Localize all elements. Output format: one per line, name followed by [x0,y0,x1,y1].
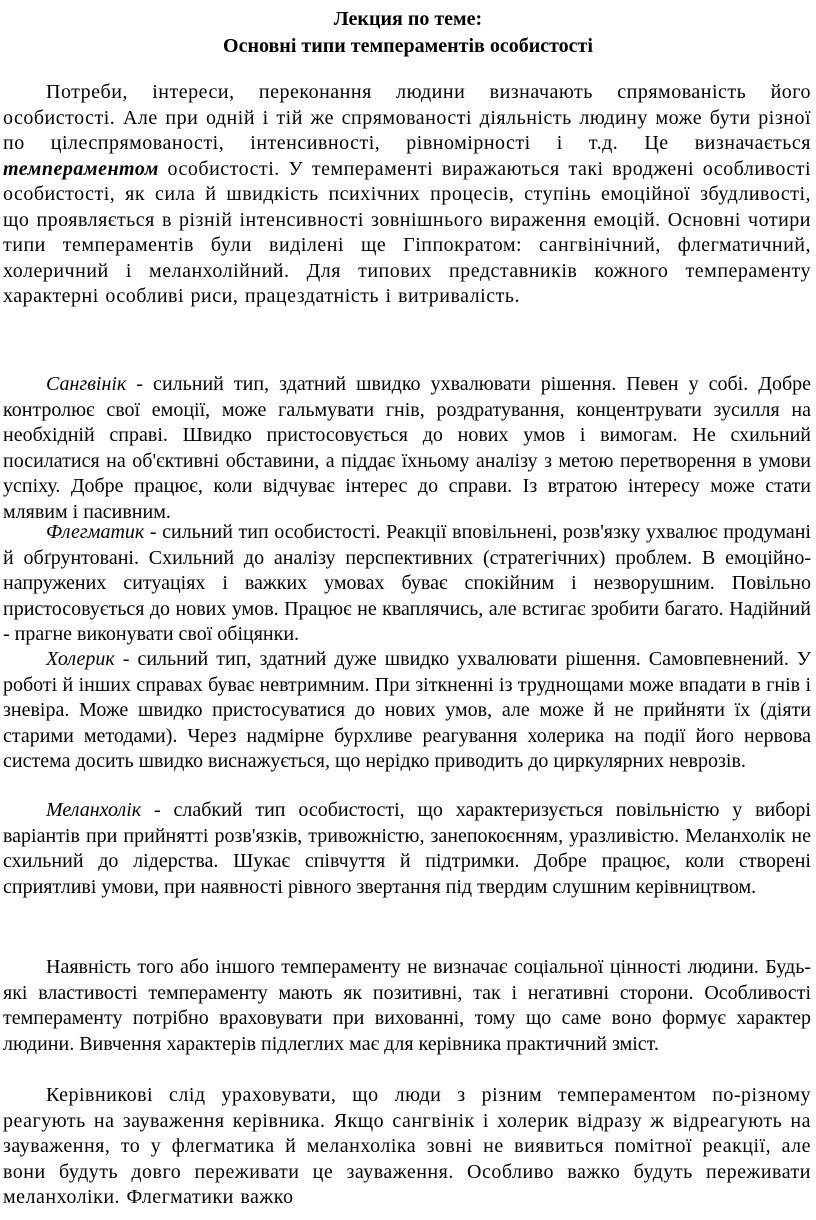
intro-text-end: особистості. У темпераменті виражаються такі вроджені особливості особистості, як сила й швидкість психічних процесів, ступінь емоційної збудливості, що проявляється в різній інтенсивності зовнішнього вираження емоцій. Основні чотири типи темпераментів були виділені ще Гіппократом: сангвінічний, флегматичний, холеричний і меланхолійний. Для типових представників кожного темпераменту характерні особливі риси, працездатність і витривалість. [3,157,811,307]
melancholic-term: Меланхолік [46,799,142,821]
choleric-description: - сильний тип, здатний дуже швидко ухвалювати рішення. Самовпевнений. У роботі й інших справах буває невтримним. При зіткненні із труднощами може впадати в гнів і зневіра. Може швидко пристосуватися до нових умов, але може й не прийняти їх (діяти старими методами). Через надмірне бурхливе реагування холерика на події його нервова система досить швидко виснажується, що нерідко приводить до циркулярних неврозів. [3,648,811,772]
choleric-paragraph [3,647,811,775]
page-title: Основні типи темпераментів особистості [223,35,593,57]
phlegmatic-paragraph [3,520,811,648]
choleric-term: Холерик [46,648,115,670]
melancholic-description: - слабкий тип особистості, що характеризується повільністю у виборі варіантів при прийнятті розв'язків, тривожністю, занепокоєнням, уразливістю. Меланхолік не схильний до лідерства. Шукає співчуття й підтримки. Добре працює, коли створені сприятливі умови, при наявності рівного звертання під твердим слушним керівництвом. [3,799,811,898]
sanguine-paragraph [3,372,811,525]
lecture-label: Лекция по теме: [333,8,483,30]
sanguine-description: - сильний тип, здатний швидко ухвалювати рішення. Певен у собі. Добре контролює свої емоції, може гальмувати гнів, роздратування, концентрувати зусилля на необхідній справі. Швидко пристосовується до нових умов і вимогам. Не схильний посилатися на об'єктивні обставини, а піддає їхньому аналізу з метою перетворення в умови успіху. Добре працює, коли відчуває інтерес до справи. Із втратою інтересу може стати млявим і пасивним. [3,373,811,523]
phlegmatic-description: - сильний тип особистості. Реакції вповільнені, розв'язку ухвалює продумані й обґрунтовані. Схильний до аналізу перспективних (стратегічних) проблем. В емоційно-напружених ситуаціях і важких умовах буває спокійним і незворушним. Повільно пристосовується до нових умов. Працює не кваплячись, але встигає зробити багато. Надійний - прагне виконувати свої обіцянки. [3,521,811,645]
temperament-term: темпераментом [3,157,159,180]
conclusion-paragraph: Наявність того або іншого темпераменту не визначає соціальної цінності людини. Будь-які властивості темпераменту мають як позитивні, так і негативні сторони. Особливості темпераменту потрібно враховувати при вихованні, тому що саме воно формує характер людини. Вивчення характерів підлеглих має для керівника практичний зміст. [3,956,811,1055]
intro-text-start: Потреби, інтереси, переконання людини визначають спрямованість його особистості. Але при одній і тій же спрямованості діяльність людину може бути різної по цілеспрямованості, інтенсивності, рівномірності і т.д. Це визначається [3,81,811,154]
sanguine-term: Сангвінік [46,373,127,395]
intro-paragraph [3,80,811,310]
melancholic-paragraph [3,798,811,900]
phlegmatic-term: Флегматик [46,521,145,543]
manager-advice-paragraph: Керівникові слід ураховувати, що люди з різним темпераментом по-різному реагують на зауваження керівника. Якщо сангвінік і холерик відразу ж відреагують на зауваження, то у флегматика й меланхоліка зовні не виявиться помітної реакції, але вони будуть довго переживати це зауваження. Особливо важко будуть переживати меланхоліки. Флегматики важко [3,1084,811,1208]
